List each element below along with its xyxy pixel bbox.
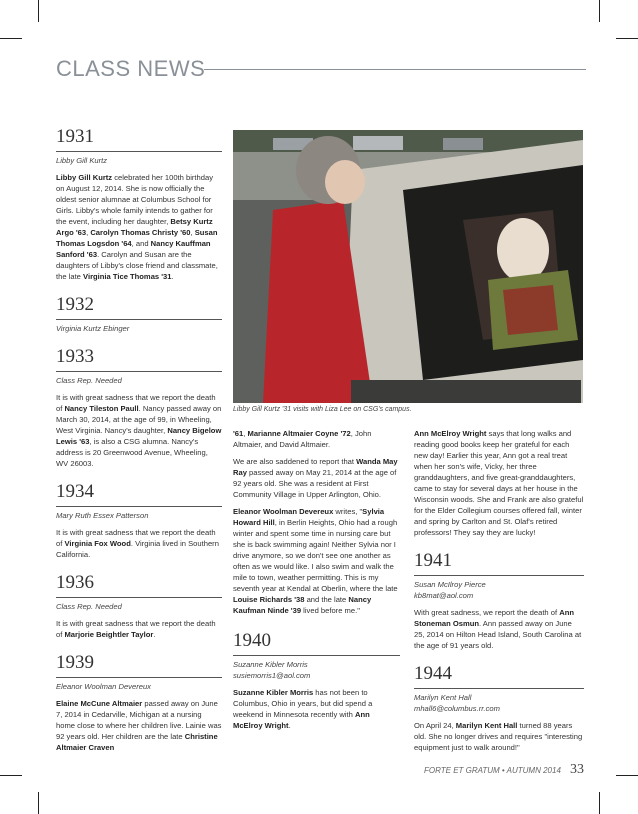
text-run: has not been to Columbus, Ohio in years, but did spend a weekend in Minnesota recently with — [233, 688, 373, 719]
name-highlight: Marilyn Kent Hall — [455, 721, 518, 730]
name-highlight: Marianne Altmaier Coyne '72 — [247, 429, 351, 438]
class-1933 — [56, 346, 222, 469]
class-rep-email[interactable]: susiemorris1@aol.com — [233, 671, 311, 680]
class-1940 — [233, 630, 400, 731]
text-run: . Carolyn and Susan are the daughters of Libby's close friend and classmate, the late — [56, 250, 218, 281]
class-rep: Virginia Kurtz Ebinger — [56, 324, 130, 333]
year-heading: 1939 — [56, 652, 94, 673]
text-run: We are also saddened to report that — [233, 457, 357, 466]
text-run: , is also a CSG alumna. Nancy's address is 20 Greenwood Avenue, Wheeling, WV 26003. — [56, 437, 208, 468]
crop-mark — [616, 775, 638, 776]
page-number: 33 — [570, 762, 584, 777]
page-title: CLASS NEWS — [56, 56, 206, 81]
crop-mark — [38, 0, 39, 22]
text-run: turned 88 years old. She no longer drives and requires "interesting equipment just to walk around!" — [414, 721, 583, 752]
class-rep: Suzanne Kibler Morris — [233, 660, 308, 669]
class-rep: Class Rep. Needed — [56, 602, 122, 611]
year-heading: 1940 — [233, 630, 271, 651]
text-run: , in Berlin Heights, Ohio had a rough winter and spent some time in nursing care but she is back swimming again! Neither Sylvia nor I drive anymore, so we don't see one another as often as we would like. I also swim and walk the mile to town, weather permitting. This is my seventh year at Kendal at Oberlin, where the late — [233, 518, 398, 593]
middle-column — [233, 428, 400, 731]
class-1934 — [56, 481, 222, 560]
photo-illustration — [233, 130, 583, 403]
crop-mark — [38, 792, 39, 814]
crop-mark — [0, 775, 22, 776]
news-paragraph — [233, 506, 400, 616]
text-run: says that long walks and reading good books keep her grateful for each new day! Earlier this year, Ann got a real treat when her son's wife, Vicky, her three granddaughters, and five great-granddaughters, came to stay for several days at her house in the Wisconsin woods. She and Frank are also grateful for the Elder Collegium courses offered fall, winter and spring by Carlton and St. Olaf's retired professors! They say they are lucky! — [414, 429, 584, 537]
year-heading: 1931 — [56, 126, 94, 147]
name-highlight: Ann McElroy Wright — [414, 429, 487, 438]
name-highlight: Virginia Fox Wood — [64, 539, 131, 548]
text-run: It is with great sadness that we report the death of — [56, 393, 216, 413]
header-rule — [204, 69, 586, 70]
news-paragraph — [56, 172, 222, 282]
text-run: passed away on June 7, 2014 in Cedarville, Michigan at a nursing home close to where her children live. Lainie was 92 years old. Her children are the late — [56, 699, 222, 741]
name-highlight: Sylvia Howard Hill — [233, 507, 385, 527]
class-rep: Marilyn Kent Hall — [414, 693, 472, 702]
text-run: On April 24, — [414, 721, 456, 730]
news-paragraph — [414, 720, 584, 753]
name-highlight: Suzanne Kibler Morris — [233, 688, 314, 697]
news-paragraph — [414, 428, 584, 538]
text-run: celebrated her 100th birthday on August 12, 2014. She is now officially the oldest senior alumnae at Columbus School for Girls. Libby's whole family intends to gather for the event, including her daughter, — [56, 173, 214, 226]
name-highlight: Elaine McCune Altmaier — [56, 699, 143, 708]
text-run: , and — [131, 239, 151, 248]
news-paragraph — [56, 392, 222, 469]
news-paragraph — [56, 698, 222, 753]
text-run: . — [288, 721, 291, 730]
news-paragraph — [233, 428, 400, 450]
name-highlight: Wanda May Ray — [233, 457, 398, 477]
name-highlight: Susan Thomas Logsdon '64 — [56, 228, 218, 248]
news-paragraph — [414, 607, 584, 651]
class-rep: Eleanor Woolman Devereux — [56, 682, 151, 691]
news-paragraph — [56, 527, 222, 560]
year-heading: 1936 — [56, 572, 94, 593]
crop-mark — [616, 38, 638, 39]
name-highlight: Nancy Kaufman Ninde '39 — [233, 595, 372, 615]
text-run: , — [86, 228, 91, 237]
text-run: It is with great sadness that we report the death of — [56, 528, 216, 548]
name-highlight: '61 — [233, 429, 244, 438]
class-1944 — [414, 663, 584, 753]
name-highlight: Nancy Bigelow Lewis '63 — [56, 426, 222, 446]
section-header — [56, 52, 586, 82]
divider — [56, 319, 222, 320]
class-rep-email[interactable]: mhall6@columbus.rr.com — [414, 704, 500, 713]
name-highlight: Nancy Tileston Paull — [64, 404, 139, 413]
news-paragraph — [233, 456, 400, 500]
divider — [414, 575, 584, 576]
year-heading: 1944 — [414, 663, 452, 684]
divider — [56, 371, 222, 372]
class-1932 — [56, 294, 222, 334]
divider — [233, 655, 400, 656]
class-rep: Libby Gill Kurtz — [56, 156, 108, 165]
news-paragraph — [233, 687, 400, 731]
page-footer — [424, 762, 584, 778]
text-run: and the late — [304, 595, 349, 604]
name-highlight: Christine Altmaier Craven — [56, 732, 218, 752]
divider — [414, 688, 584, 689]
year-heading: 1941 — [414, 550, 452, 571]
class-rep-email[interactable]: kb8mat@aol.com — [414, 591, 474, 600]
name-highlight: Libby Gill Kurtz — [56, 173, 113, 182]
class-1939 — [56, 652, 222, 753]
class-1931 — [56, 126, 222, 282]
name-highlight: Virginia Tice Thomas '31 — [83, 272, 172, 281]
class-1941 — [414, 550, 584, 651]
name-highlight: Carolyn Thomas Christy '60 — [90, 228, 191, 237]
name-highlight: Ann McElroy Wright — [233, 710, 370, 730]
footer-publication: FORTE ET GRATUM • AUTUMN 2014 — [424, 766, 561, 775]
year-heading: 1934 — [56, 481, 94, 502]
name-highlight: Eleanor Woolman Devereux — [233, 507, 334, 516]
text-run: writes, " — [333, 507, 363, 516]
divider — [56, 677, 222, 678]
name-highlight: Betsy Kurtz Argo '63 — [56, 217, 213, 237]
text-run: , John Altmaier, and David Altmaier. — [233, 429, 372, 449]
name-highlight: Louise Richards '38 — [233, 595, 305, 604]
left-column — [56, 126, 222, 753]
year-heading: 1933 — [56, 346, 94, 367]
crop-mark — [599, 0, 600, 22]
name-highlight: Nancy Kauffman Sanford '63 — [56, 239, 211, 259]
text-run: . Nancy passed away on March 30, 2014, at the age of 99, in Wheeling, West Virginia. Nancy's daughter, — [56, 404, 222, 435]
crop-mark — [599, 792, 600, 814]
photo — [233, 130, 583, 403]
text-run: , — [190, 228, 195, 237]
text-run: It is with great sadness that we report the death of — [56, 619, 216, 639]
photo-caption: Libby Gill Kurtz '31 visits with Liza Lee on CSG's campus. — [233, 406, 412, 413]
text-run: With great sadness, we report the death of — [414, 608, 560, 617]
right-column — [414, 428, 584, 753]
divider — [56, 506, 222, 507]
text-run: . — [153, 630, 156, 639]
divider — [56, 597, 222, 598]
class-rep: Susan McIlroy Pierce — [414, 580, 486, 589]
text-run: passed away on May 21, 2014 at the age of 92 years old. She was a resident at First Community Village in Upper Arlington, Ohio. — [233, 468, 397, 499]
text-run: . Ann passed away on June 25, 2014 on Hilton Head Island, South Carolina at the age of 91 years old. — [414, 619, 582, 650]
text-run: . — [171, 272, 174, 281]
class-1936 — [56, 572, 222, 640]
text-run: , — [243, 429, 248, 438]
class-rep: Mary Ruth Essex Patterson — [56, 511, 149, 520]
crop-mark — [0, 38, 22, 39]
year-heading: 1932 — [56, 294, 94, 315]
text-run: lived before me." — [301, 606, 360, 615]
name-highlight: Ann Stoneman Osmun — [414, 608, 574, 628]
divider — [56, 151, 222, 152]
name-highlight: Marjorie Beightler Taylor — [64, 630, 154, 639]
news-paragraph — [56, 618, 222, 640]
text-run: . Virginia lived in Southern California. — [56, 539, 219, 559]
class-rep: Class Rep. Needed — [56, 376, 122, 385]
